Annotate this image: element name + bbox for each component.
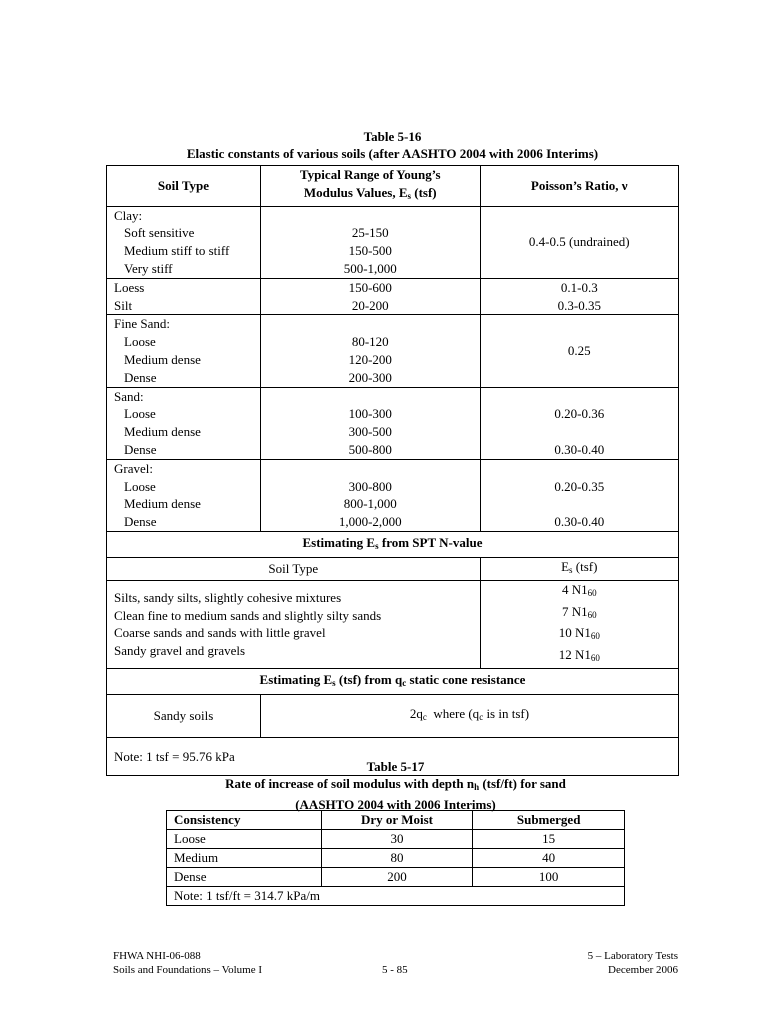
spt-value: 12 $N1_{60}$ [558, 647, 600, 664]
list-item: Dense [124, 369, 157, 385]
poisson-value: 0.20-0.35 [554, 478, 605, 494]
range-value: 150-500 [348, 243, 392, 259]
loess-silt-ranges-cell [260, 278, 480, 315]
footer-date: December 2006 [608, 964, 678, 976]
header-dry-or-moist: Dry or Moist [321, 811, 473, 830]
table-number: Table 5-16 [363, 129, 422, 144]
cone-value-cell: $2q_c$ where ($q_c$ is in tsf) [260, 694, 678, 737]
table-row [167, 830, 625, 849]
list-item: Loess [114, 279, 145, 295]
spt-section-heading: Estimating $E_s$ from SPT N-value [107, 531, 679, 557]
range-value: 20-200 [351, 297, 389, 313]
sand-poisson-cell [480, 387, 678, 459]
header-youngs-line1: Typical Range of Young’s [299, 167, 441, 182]
page-number: 5 - 85 [382, 964, 408, 976]
fine-sand-ranges-cell [260, 315, 480, 387]
list-item: Soft sensitive [124, 225, 195, 241]
header-submerged: Submerged [473, 811, 625, 830]
table-note: Note: 1 tsf = 95.76 kPa [107, 737, 679, 775]
elastic-constants-table [106, 165, 679, 776]
list-item: Loose [124, 478, 156, 494]
spt-value: 4 $N1_{60}$ [561, 581, 597, 598]
dry-moist-cell: 80 [321, 849, 473, 868]
table-5-17-caption [166, 758, 625, 813]
footer-right [520, 949, 678, 977]
submerged-cell: 100 [473, 868, 625, 887]
table-note: Note: 1 tsf/ft = 314.7 kPa/m [167, 887, 625, 906]
list-item: Very stiff [124, 260, 173, 276]
fine-sand-poisson-cell: 0.25 [480, 315, 678, 387]
loess-silt-poisson-cell [480, 278, 678, 315]
clay-ranges-cell [260, 206, 480, 278]
sand-heading: Sand: [114, 388, 144, 404]
range-value: 300-800 [348, 478, 392, 494]
clay-poisson-cell: 0.4-0.5 (undrained) [480, 206, 678, 278]
cone-soil-cell: Sandy soils [107, 694, 261, 737]
cone-section-row [107, 668, 679, 694]
table-row [167, 849, 625, 868]
spt-rows [107, 580, 679, 668]
spt-section-row [107, 531, 679, 557]
table-row-fine-sand [107, 315, 679, 387]
header-poisson-ratio: Poisson’s Ratio, ν [480, 166, 678, 207]
spt-column-header-row [107, 557, 679, 580]
loess-silt-types-cell [107, 278, 261, 315]
footer-doc-id: FHWA NHI-06-088 [113, 950, 201, 962]
header-youngs-line2: Modulus Values, $E_s$ (tsf) [303, 184, 437, 201]
range-value: 25-150 [351, 225, 389, 241]
poisson-value: 0.30-0.40 [554, 441, 605, 457]
range-value: 500-1,000 [343, 260, 397, 276]
list-item: Silts, sandy silts, slightly cohesive mixtures [114, 589, 342, 605]
submerged-cell: 40 [473, 849, 625, 868]
note-row [167, 887, 625, 906]
poisson-value: 0.20-0.36 [554, 406, 605, 422]
dry-moist-cell: 30 [321, 830, 473, 849]
range-value: 200-300 [348, 369, 392, 385]
list-item: Coarse sands and sands with little gravel [114, 625, 326, 641]
range-value: 300-500 [348, 424, 392, 440]
list-item: Silt [114, 297, 133, 313]
list-item: Loose [124, 334, 156, 350]
table-title: Elastic constants of various soils (after AASHTO 2004 with 2006 Interims) [186, 146, 599, 161]
submerged-cell: 15 [473, 830, 625, 849]
dry-moist-cell: 200 [321, 868, 473, 887]
table-5-16-caption [106, 128, 679, 162]
soil-modulus-rate-table [166, 810, 625, 906]
fine-sand-types-cell [107, 315, 261, 387]
table-number: Table 5-17 [366, 759, 425, 774]
table-header-row [107, 166, 679, 207]
sand-types-cell [107, 387, 261, 459]
header-youngs-modulus [260, 166, 480, 207]
footer-chapter: 5 – Laboratory Tests [587, 950, 678, 962]
range-value: 1,000-2,000 [338, 514, 402, 530]
table-row-loess-silt [107, 278, 679, 315]
cone-section-heading: Estimating $E_s$ (tsf) from $q_c$ static cone resistance [107, 668, 679, 694]
spt-value-cell [480, 580, 678, 668]
consistency-cell: Dense [167, 868, 322, 887]
spt-value: 10 $N1_{60}$ [558, 625, 600, 642]
gravel-heading: Gravel: [114, 460, 153, 476]
gravel-ranges-cell [260, 459, 480, 531]
gravel-types-cell [107, 459, 261, 531]
fine-sand-heading: Fine Sand: [114, 316, 170, 332]
spt-col-soil-type: Soil Type [107, 557, 481, 580]
poisson-value: 0.30-0.40 [554, 514, 605, 530]
header-consistency: Consistency [167, 811, 322, 830]
range-value: 800-1,000 [343, 496, 397, 512]
list-item: Clean fine to medium sands and slightly silty sands [114, 607, 382, 623]
range-value: 120-200 [348, 351, 392, 367]
table-row-clay [107, 206, 679, 278]
clay-heading: Clay: [114, 207, 143, 223]
list-item: Dense [124, 441, 157, 457]
list-item: Medium dense [124, 351, 201, 367]
list-item: Medium dense [124, 496, 201, 512]
list-item: Medium dense [124, 424, 201, 440]
poisson-value: 0.3-0.35 [557, 297, 601, 313]
consistency-cell: Medium [167, 849, 322, 868]
list-item: Medium stiff to stiff [124, 243, 230, 259]
clay-types-cell [107, 206, 261, 278]
spt-col-es: $E_s$ (tsf) [480, 557, 678, 580]
range-value: 500-800 [348, 441, 392, 457]
table-header-row [167, 811, 625, 830]
table-title: Rate of increase of soil modulus with depth $n_h$ (tsf/ft) for sand [225, 776, 566, 792]
range-value: 80-120 [351, 334, 389, 350]
footer-volume: Soils and Foundations – Volume I [113, 964, 263, 976]
list-item: Sandy gravel and gravels [114, 643, 246, 659]
gravel-poisson-cell [480, 459, 678, 531]
spt-value: 7 $N1_{60}$ [561, 603, 597, 620]
poisson-value: 0.1-0.3 [560, 279, 598, 295]
header-soil-type: Soil Type [107, 166, 261, 207]
cone-row [107, 694, 679, 737]
range-value: 100-300 [348, 406, 392, 422]
table-row [167, 868, 625, 887]
consistency-cell: Loose [167, 830, 322, 849]
table-row-gravel [107, 459, 679, 531]
table-row-sand [107, 387, 679, 459]
table-title-line2: (AASHTO 2004 with 2006 Interims) [295, 797, 496, 812]
sand-ranges-cell [260, 387, 480, 459]
spt-soil-cell [107, 580, 481, 668]
list-item: Dense [124, 514, 157, 530]
list-item: Loose [124, 406, 156, 422]
range-value: 150-600 [348, 279, 392, 295]
footer-left [113, 949, 262, 977]
